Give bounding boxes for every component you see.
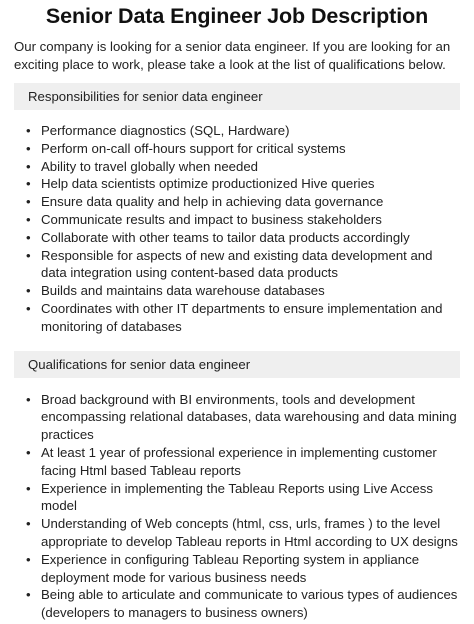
bullet-icon: •	[26, 300, 31, 316]
list-item	[23, 300, 460, 336]
bullet-icon: •	[26, 391, 31, 407]
list-item	[23, 193, 460, 211]
list-item	[23, 211, 460, 229]
list-item	[23, 140, 460, 158]
list-item-text: Help data scientists optimize productionized Hive queries	[41, 176, 375, 192]
bullet-icon: •	[26, 587, 31, 603]
list-item	[23, 122, 460, 140]
bullet-icon: •	[26, 140, 31, 156]
list-item	[23, 247, 460, 283]
list-item	[23, 175, 460, 193]
list-item	[23, 391, 460, 444]
bullet-icon: •	[26, 158, 31, 174]
list-item-text: Coordinates with other IT departments to ensure implementation and monitoring of databases	[41, 300, 443, 334]
list-item-text: Ability to travel globally when needed	[41, 158, 258, 174]
list-item-text: Builds and maintains data warehouse databases	[41, 283, 325, 299]
list-item-text: Experience in configuring Tableau Reporting system in appliance deployment mode for various business needs	[41, 551, 420, 585]
bullet-icon: •	[26, 551, 31, 567]
list-item	[23, 158, 460, 176]
list-item-text: Communicate results and impact to business stakeholders	[41, 211, 382, 227]
list-item-text: Perform on-call off-hours support for critical systems	[41, 140, 346, 156]
list-item-text: Experience in implementing the Tableau Reports using Live Access model	[41, 480, 433, 514]
list-item	[23, 282, 460, 300]
qualifications-list	[14, 391, 460, 622]
list-item-text: Broad background with BI environments, tools and development encompassing relational databases, data warehousing and data mining practices	[41, 391, 457, 443]
bullet-icon: •	[26, 516, 31, 532]
list-item-text: At least 1 year of professional experience in implementing customer facing Html based Tableau reports	[41, 444, 437, 478]
list-item	[23, 586, 460, 622]
qualifications-header: Qualifications for senior data engineer	[14, 351, 460, 378]
responsibilities-list	[14, 122, 460, 336]
page-title: Senior Data Engineer Job Description	[45, 4, 429, 28]
list-item-text: Understanding of Web concepts (html, css, urls, frames ) to the level appropriate to develop Tableau reports in Html according to UX designs	[41, 516, 458, 549]
bullet-icon: •	[26, 283, 31, 299]
responsibilities-header: Responsibilities for senior data engineer	[14, 83, 460, 110]
list-item-text: Responsible for aspects of new and existing data development and data integration using content-based data products	[41, 247, 433, 281]
bullet-icon: •	[26, 229, 31, 245]
bullet-icon: •	[26, 211, 31, 227]
list-item-text: Performance diagnostics (SQL, Hardware)	[41, 123, 290, 138]
bullet-icon: •	[26, 176, 31, 192]
bullet-icon: •	[26, 247, 31, 263]
list-item	[23, 515, 460, 551]
list-item	[23, 551, 460, 587]
list-item	[23, 480, 460, 516]
bullet-icon: •	[26, 444, 31, 460]
list-item-text: Collaborate with other teams to tailor data products accordingly	[41, 229, 410, 245]
bullet-icon: •	[26, 194, 31, 210]
list-item	[23, 229, 460, 247]
list-item-text: Being able to articulate and communicate to various types of audiences (developers to managers to business owners)	[41, 587, 458, 621]
list-item-text: Ensure data quality and help in achieving data governance	[41, 194, 384, 210]
list-item	[23, 444, 460, 480]
intro-paragraph: Our company is looking for a senior data engineer. If you are looking for an exciting place to work, please take a look at the list of qualifications below.	[14, 39, 451, 72]
bullet-icon: •	[26, 123, 31, 138]
bullet-icon: •	[26, 480, 31, 496]
